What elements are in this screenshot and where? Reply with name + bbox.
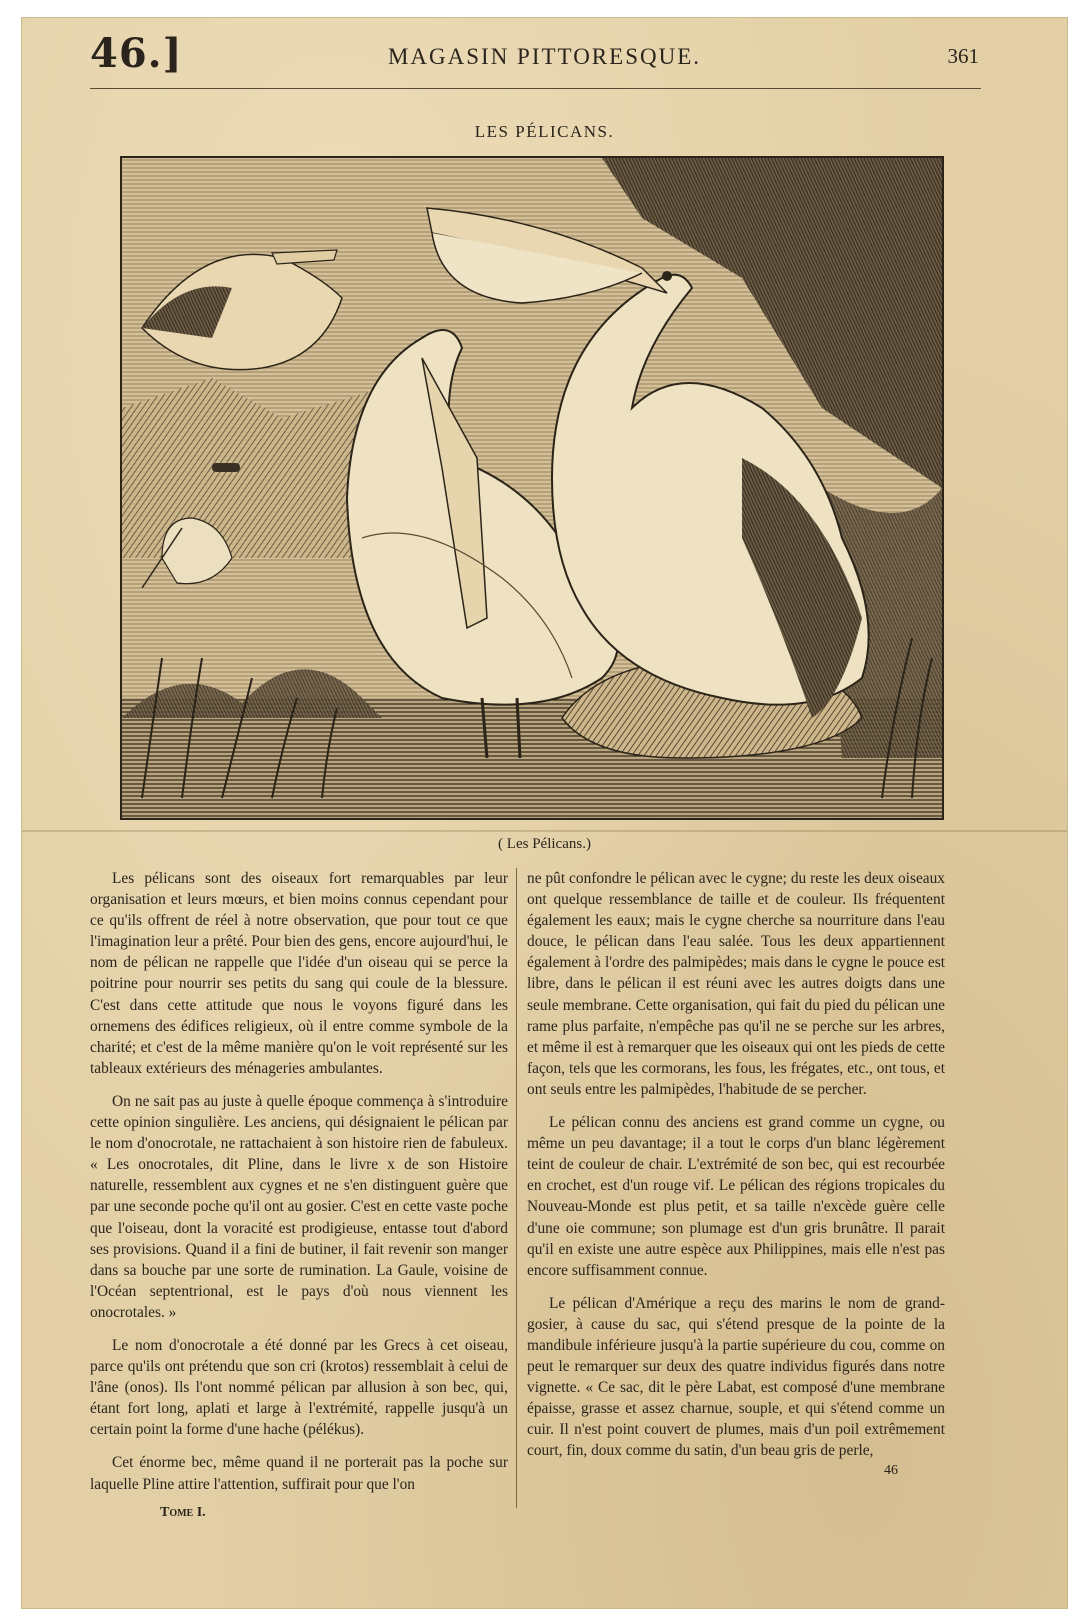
article-title: LES PÉLICANS. [474,122,615,141]
signature-mark: 46 [884,1463,898,1478]
figure-caption: ( Les Pélicans.) [498,836,591,852]
volume-marker: Tome I. [160,1505,206,1520]
paragraph: Le pélican d'Amérique a reçu des marins le nom de grand-gosier, à cause du sac, qui s'étend presque de la pointe de la mandibule inférieure jusqu'à la partie supérieure du cou, comme on peut le remarquer sur deux des quatre individus figurés dans notre vignette. « Ce sac, dit le père Labat, est composé d'une membrane épaisse, grasse et assez charnue, souple, et qui s'étend comme un cuir. Il n'est point couvert de plumes, mais d'un poil extrêmement court, fin, doux comme du satin, d'un beau gris de perle, [527,1294,945,1460]
engraving-drawing [122,158,942,818]
paragraph: Cet énorme bec, même quand il ne porterait pas la poche sur laquelle Pline attire l'attention, suffirait pour que l'on [90,1454,508,1493]
text-column-left [90,868,508,1507]
issue-number: 46.] [90,30,183,77]
paragraph: Les pélicans sont des oiseaux fort remarquables par leur organisation et leurs mœurs, et bien moins connus cependant pour ce qu'ils offrent de réel à notre observation, que pour tout ce que l'imagination leur a prêté. Pour bien des gens, encore aujourd'hui, le nom de pélican ne rappelle que l'idée d'un oiseau qui se perce la poitrine pour nourrir ses petits du sang qui coule de la blessure. C'est dans cette attitude que nous le voyons figuré dans les ornemens des édifices religieux, où il entre comme symbole de la charité; et c'est de la même manière qu'on le voit représenté sur les tableaux extérieurs des ménageries ambulantes. [90,870,508,1077]
text-column-right [527,868,945,1474]
page-fold-crease [22,830,1067,832]
pelicans-engraving [120,156,944,820]
paragraph: Le pélican connu des anciens est grand comme un cygne, ou même un peu davantage; il a tout le corps d'un blanc légèrement teint de couleur de chair. L'extrémité de son bec, qui est recourbée en crochet, est d'un rouge vif. Le pélican des régions tropicales du Nouveau-Monde est plus petit, et sa taille n'excède guère celle d'une oie commune; son plumage est d'un gris brunâtre. Il parait qu'il en existe une autre espèce aux Philippines, mais elle n'est pas encore suffisamment connue. [527,1114,945,1279]
newspaper-page [22,18,1067,1608]
journal-title: MAGASIN PITTORESQUE. [387,44,702,69]
paragraph: On ne sait pas au juste à quelle époque commença à s'introduire cette opinion singulière. Les anciens, qui désignaient le pélican par le nom d'onocrotale, ne rattachaient à son histoire rien de fabuleux. « Les onocrotales, dit Pline, dans le livre x de son Histoire naturelle, ressemblent aux cygnes et ne s'en distinguent guère que par une seconde poche qu'il ont au gosier. C'est en cette vaste poche que l'oiseau, dont la voracité est prodigieuse, entasse tout d'abord ses provisions. Quand il a fini de butiner, il fait revenir son manger dans sa bouche par une sorte de rumination. La Gaule, voisine de l'Océan septentrional, est le pays d'où nous viennent les onocrotales. » [90,1092,508,1321]
paragraph: Le nom d'onocrotale a été donné par les Grecs à cet oiseau, parce qu'ils ont prétendu que son cri (krotos) ressemblait à celui de l'âne (onos). Ils l'ont nommé pélican par allusion à son bec, qui, étant fort long, aplati et large à l'extrémité, rappelle jusqu'à un certain point la forme d'une hache (pélékus). [90,1336,508,1439]
page-number: 361 [947,44,979,68]
paragraph: ne pût confondre le pélican avec le cygne; du reste les deux oiseaux ont quelque ressemblance de taille et de couleur. Ils fréquentent également les eaux; mais le cygne cherche sa nourriture dans l'eau douce, le pélican dans l'eau salée. Tous les deux appartiennent également à l'ordre des palmipèdes; mais dans le cygne le pouce est libre, dans le pélican il est réuni avec les autres doigts dans une seule membrane. Cette organisation, qui fait du pied du pélican une rame plus parfaite, n'empêche pas qu'il ne se perche sur les arbres, et même il est à remarquer que les oiseaux qui ont les pieds de cette façon, tels que les cormorans, les fous, les frégates, etc., ont tous, et ont seuls entre les palmipèdes, l'habitude de se percher. [527,870,945,1098]
header-rule [90,88,981,89]
column-divider [516,868,517,1508]
